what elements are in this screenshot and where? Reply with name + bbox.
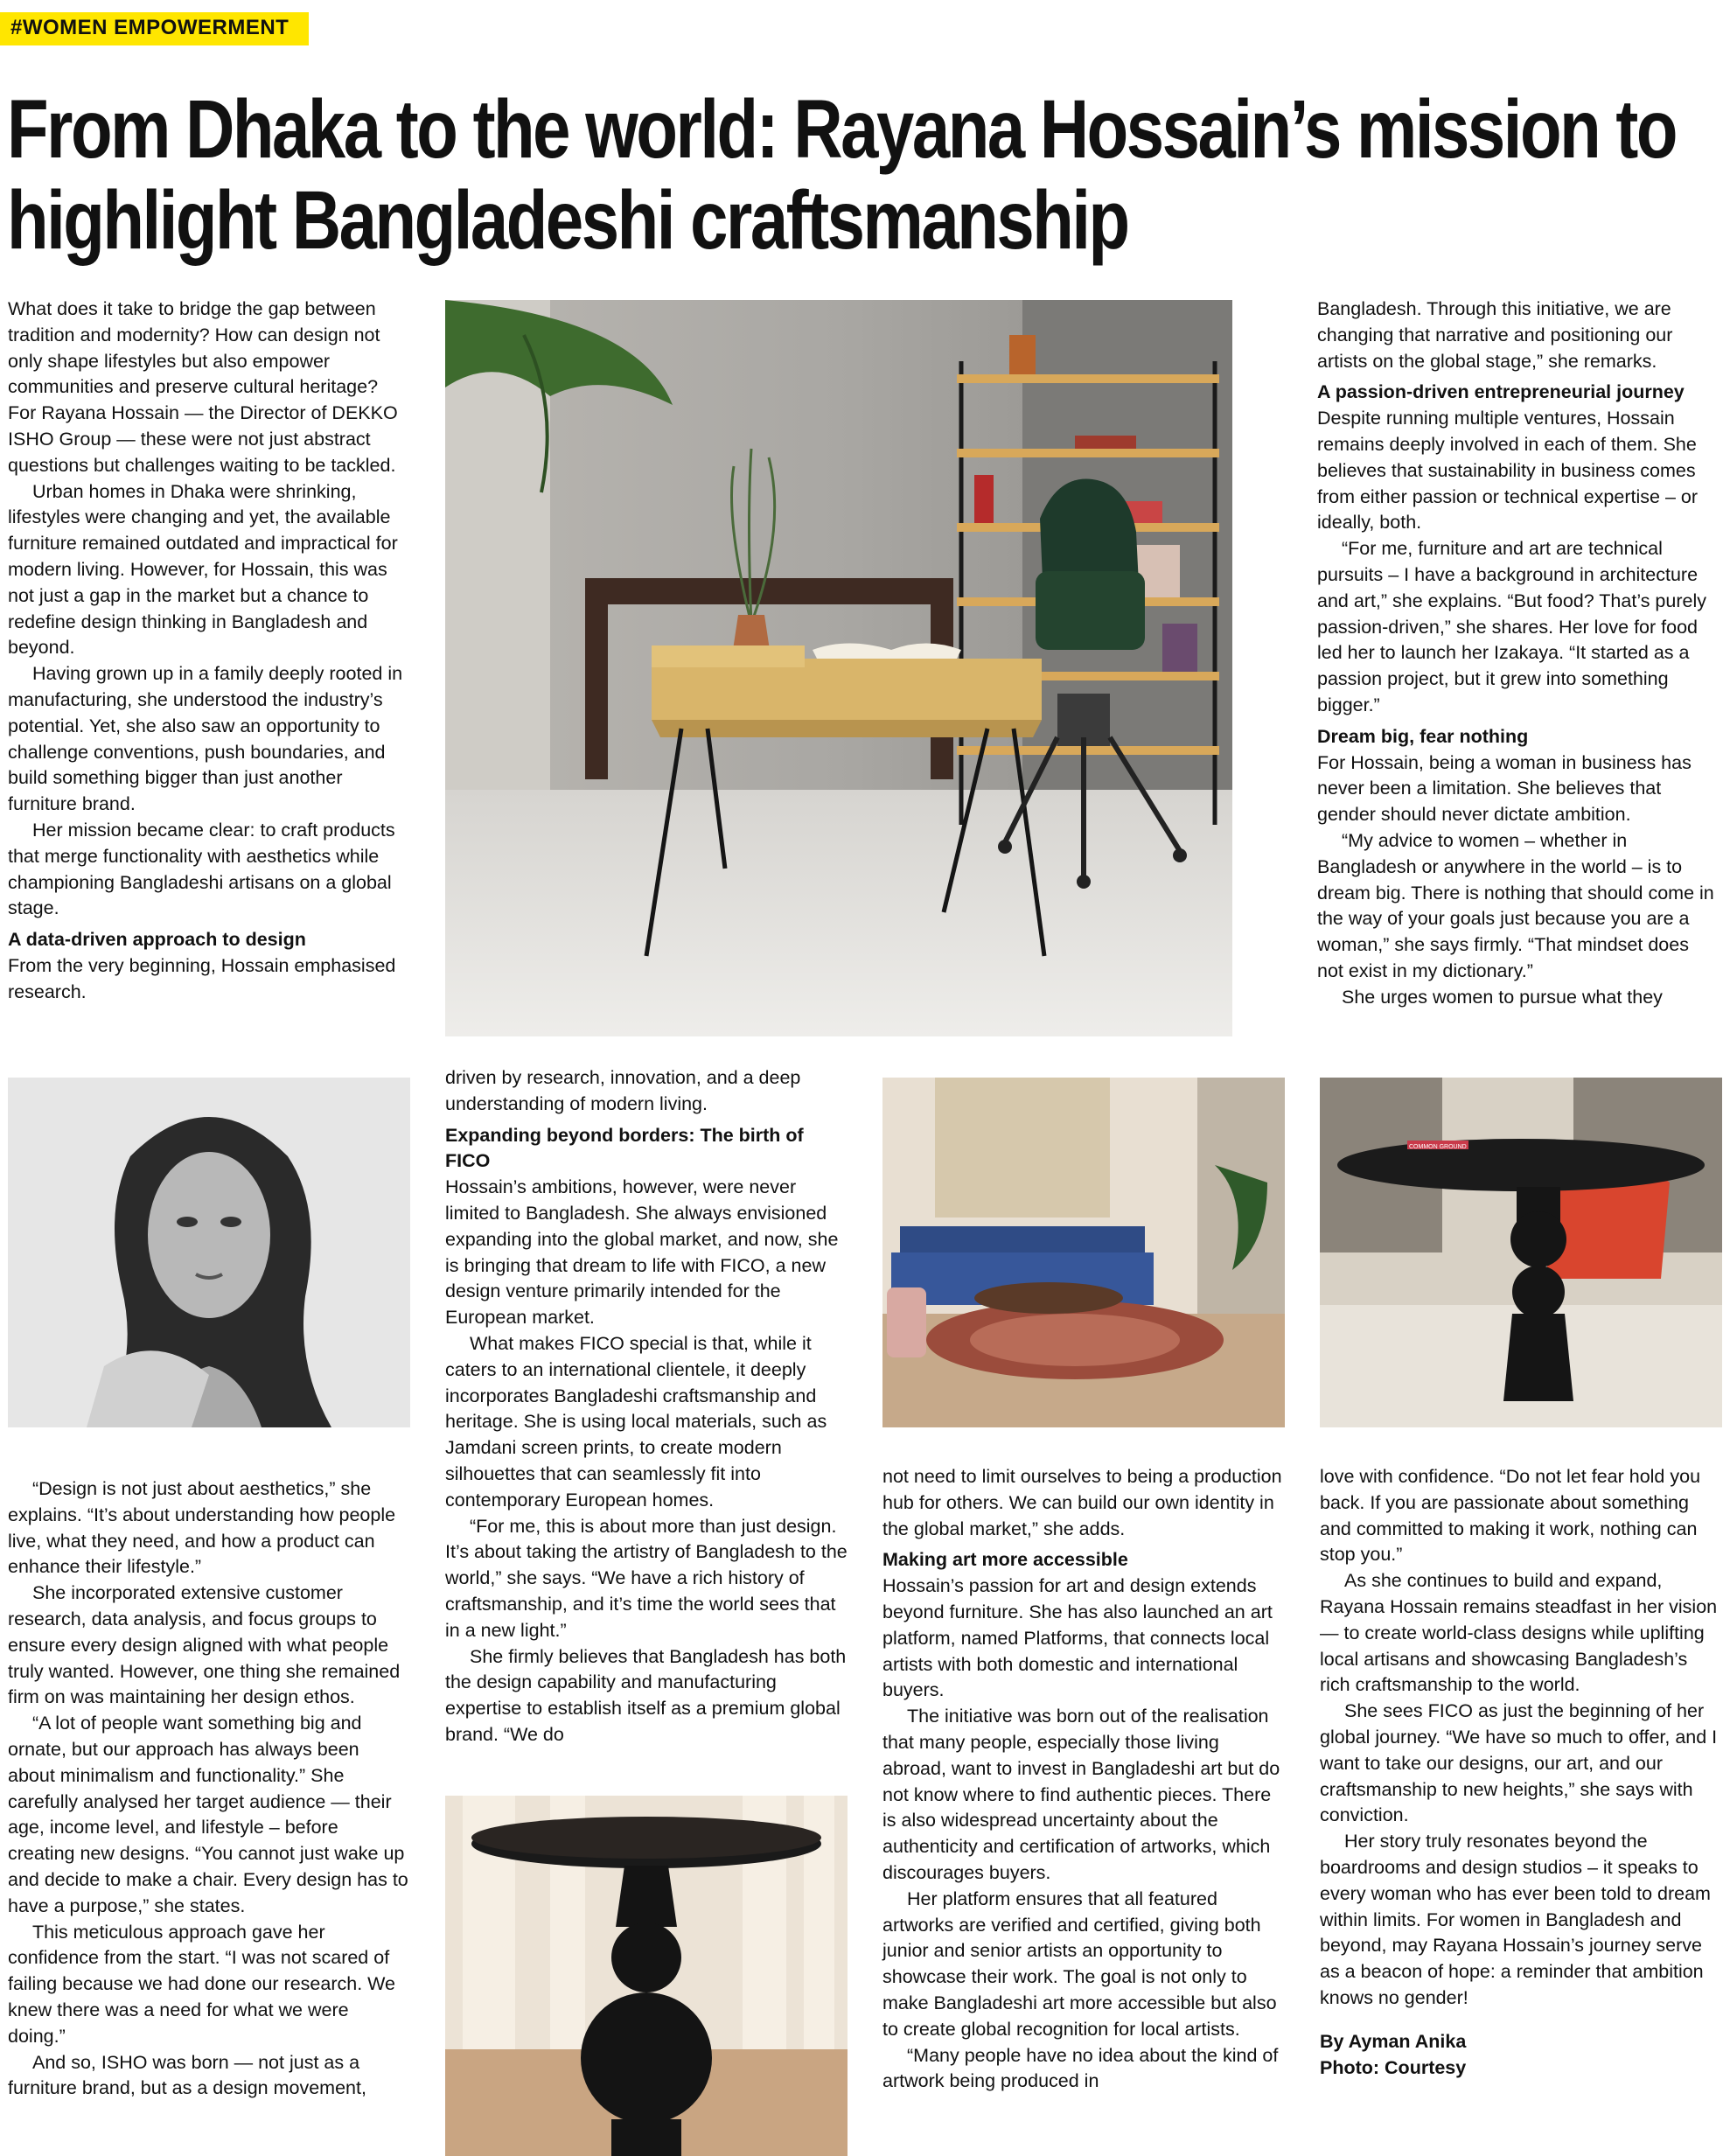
byline: By Ayman Anika [1320, 2030, 1467, 2052]
column-a-bottom [8, 1476, 410, 2102]
subheading: A data-driven approach to design [8, 929, 306, 951]
paragraph: Bangladesh. Through this initiative, we are changing that narrative and positioning our artists on the global stage,” she remarks. [1317, 298, 1673, 372]
sculpture-table-photo [1320, 1078, 1722, 1427]
paragraph: “My advice to women – whether in Bangladesh or anywhere in the world – is to dream big. There is nothing that should come in the way of your goals just because you are a woman,” she says firmly. “That mindset does not exist in my dictionary.” [1317, 829, 1714, 981]
paragraph: The initiative was born out of the realisation that many people, especially those living abroad, want to invest in Bangladeshi art but do not know where to find authentic pieces. There is also widespread uncertainty about the authenticity and certification of artworks, which discourages buyers. [882, 1706, 1280, 1883]
paragraph: not need to limit ourselves to being a production hub for others. We can build our own identity in the global market,” she adds. [882, 1466, 1282, 1539]
portrait-photo [8, 1078, 410, 1427]
paragraph: She firmly believes that Bangladesh has both the design capability and manufacturing expertise to establish itself as a premium global brand. “We do [445, 1645, 847, 1745]
paragraph: driven by research, innovation, and a deep understanding of modern living. [445, 1067, 801, 1114]
article-headline [7, 83, 1676, 267]
paragraph: Urban homes in Dhaka were shrinking, lifestyles were changing and yet, the available furniture remained outdated and impractical for modern living. However, for Hossain, this was not just a gap in the market but a chance to redefine design thinking in Bangladesh and beyond. [8, 480, 398, 659]
paragraph: This meticulous approach gave her confidence from the start. “I was not scared of failing because we had done our research. We knew there was a need for what we were doing.” [8, 1921, 396, 2047]
desk-room-photo [445, 300, 1232, 1036]
subheading: Dream big, fear nothing [1317, 725, 1529, 747]
paragraph: “For me, this is about more than just design. It’s about taking the artistry of Bangladesh to the world,” she says. “We have a rich history of craftsmanship, and it’s time the world sees that in a new light.” [445, 1515, 848, 1641]
column-c [882, 1464, 1285, 2095]
paragraph: Her platform ensures that all featured artworks are verified and certified, giving both junior and senior artists an opportunity to showcase their work. The goal is not only to make Bangladeshi art more accessible but also to create global recognition for local artists. [882, 1887, 1277, 2040]
subheading: Making art more accessible [882, 1549, 1128, 1571]
paragraph: What makes FICO special is that, while it caters to an international clientele, it deeply incorporates Bangladeshi craftsmanship and heritage. She is using local materials, such as Jamdani screen prints, to create modern silhouettes that can seamlessly fit into contemporary European homes. [445, 1332, 827, 1511]
paragraph: She urges women to pursue what they [1342, 986, 1663, 1008]
paragraph: She incorporated extensive customer research, data analysis, and focus groups to ensure every design aligned with what people truly wanted. However, one thing she remained firm on was maintaining her design ethos. [8, 1582, 401, 1708]
paragraph: What does it take to bridge the gap between tradition and modernity? How can design not only shape lifestyles but also empower communities and preserve cultural heritage? For Rayana Hossain — the Director of DEKKO ISHO Group — these were not just abstract questions but challenges waiting to be tackled. [8, 298, 398, 476]
paragraph: “Many people have no idea about the kind of artwork being produced in [882, 2044, 1279, 2092]
round-table-photo [445, 1796, 848, 2156]
column-d [1320, 1464, 1722, 2081]
paragraph: Hossain’s ambitions, however, were never limited to Bangladesh. She always envisioned expanding into the global market, and now, she is bringing that dream to life with FICO, a new design venture primarily intended for the European market. [445, 1176, 839, 1329]
subheading: A passion-driven entrepreneurial journey [1317, 381, 1685, 403]
living-room-photo [882, 1078, 1285, 1427]
column-1-top [8, 297, 410, 1006]
paragraph: Her mission became clear: to craft products that merge functionality with aesthetics while championing Bangladeshi artisans on a global stage. [8, 819, 395, 919]
paragraph: For Hossain, being a woman in business has never been a limitation. She believes that gender should never dictate ambition. [1317, 751, 1692, 826]
photo-credit: Photo: Courtesy [1320, 2056, 1467, 2078]
headline-line-1: From Dhaka to the world: Rayana Hossain’s mission to [7, 83, 1676, 176]
section-tag-label: #WOMEN EMPOWERMENT [10, 16, 289, 39]
paragraph: “Design is not just about aesthetics,” she explains. “It’s about understanding how people live, what they need, and how a product can enhance their lifestyle.” [8, 1478, 396, 1578]
paragraph: And so, ISHO was born — not just as a furniture brand, but as a design movement, [8, 2051, 366, 2099]
paragraph: She sees FICO as just the beginning of her global journey. “We have so much to offer, and I want to take our designs, our art, and our craftsmanship to new heights,” she says with conviction. [1320, 1700, 1718, 1826]
paragraph: love with confidence. “Do not let fear hold you back. If you are passionate about something and committed to making it work, nothing can stop you.” [1320, 1466, 1701, 1566]
column-b [445, 1065, 848, 1748]
paragraph: Hossain’s passion for art and design extends beyond furniture. She has also launched an art platform, named Platforms, that connects local artists with both domestic and international buyers. [882, 1575, 1273, 1701]
paragraph: From the very beginning, Hossain emphasised research. [8, 954, 396, 1002]
subheading: Expanding beyond borders: The birth of FICO [445, 1124, 804, 1172]
paragraph: Despite running multiple ventures, Hossain remains deeply involved in each of them. She believes that sustainability in business comes from either passion or technical expertise – or ideally, both. [1317, 408, 1698, 534]
paragraph: As she continues to build and expand, Rayana Hossain remains steadfast in her vision — to create world-class designs while uplifting local artisans and showcasing Bangladesh’s rich craftsmanship to the world. [1320, 1570, 1718, 1696]
column-3-top [1317, 297, 1720, 1011]
book-title: COMMON GROUND [1409, 1144, 1467, 1150]
section-tag [0, 12, 309, 45]
paragraph: “A lot of people want something big and ornate, but our approach has always been about minimalism and functionality.” She carefully analysed her target audience — their age, income level, and lifestyle – before creating new designs. “You cannot just wake up and decide to make a chair. Every design has to have a purpose,” she states. [8, 1713, 408, 1916]
paragraph: “For me, furniture and art are technical pursuits – I have a background in architecture and art,” she explains. “But food? That’s purely passion-driven,” she shares. Her love for food led her to launch her Izakaya. “It started as a passion project, but it grew into something bigger.” [1317, 538, 1706, 715]
paragraph: Her story truly resonates beyond the boardrooms and design studios – it speaks to every woman who has ever been told to dream within limits. For women in Bangladesh and beyond, may Rayana Hossain’s journey serve as a beacon of hope: a reminder that ambition knows no gender! [1320, 1831, 1711, 2008]
paragraph: Having grown up in a family deeply rooted in manufacturing, she understood the industry’s potential. Yet, she also saw an opportunity to challenge conventions, push boundaries, and build something bigger than just another furniture brand. [8, 663, 403, 815]
headline-line-2: highlight Bangladeshi craftsmanship [7, 174, 1128, 267]
